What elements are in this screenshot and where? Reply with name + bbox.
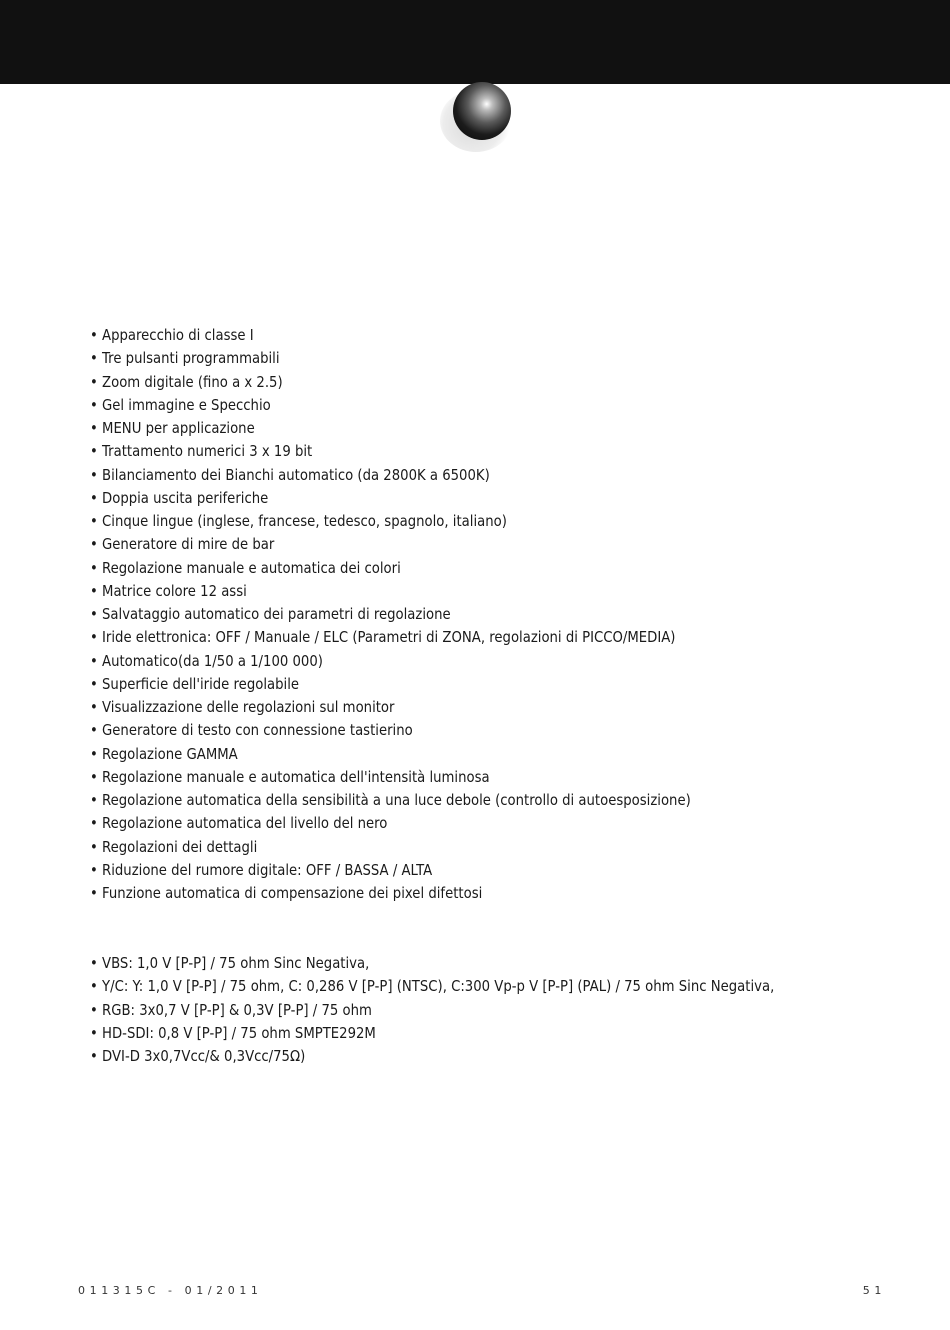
decorative-orb-icon bbox=[453, 82, 511, 140]
footer-page-number: 51 bbox=[862, 1284, 886, 1297]
feature-item: • Gel immagine e Specchio bbox=[90, 394, 691, 417]
output-item: • VBS: 1,0 V [P-P] / 75 ohm Sinc Negativa, bbox=[90, 952, 774, 975]
feature-item: • Tre pulsanti programmabili bbox=[90, 347, 691, 370]
feature-item: • Salvataggio automatico dei parametri di regolazione bbox=[90, 603, 691, 626]
feature-item: • Superficie dell'iride regolabile bbox=[90, 673, 691, 696]
outputs-list bbox=[90, 952, 774, 1068]
feature-item: • Iride elettronica: OFF / Manuale / ELC (Parametri di ZONA, regolazioni di PICCO/MEDIA) bbox=[90, 626, 691, 649]
feature-item: • MENU per applicazione bbox=[90, 417, 691, 440]
feature-item: • Generatore di mire de bar bbox=[90, 533, 691, 556]
output-item: • HD-SDI: 0,8 V [P-P] / 75 ohm SMPTE292M bbox=[90, 1022, 774, 1045]
feature-item: • Trattamento numerici 3 x 19 bit bbox=[90, 440, 691, 463]
feature-item: • Regolazione automatica della sensibilità a una luce debole (controllo di autoesposizione) bbox=[90, 789, 691, 812]
feature-item: • Generatore di testo con connessione tastierino bbox=[90, 719, 691, 742]
feature-item: • Regolazione manuale e automatica dell'intensità luminosa bbox=[90, 766, 691, 789]
feature-item: • Riduzione del rumore digitale: OFF / BASSA / ALTA bbox=[90, 859, 691, 882]
feature-item: • Matrice colore 12 assi bbox=[90, 580, 691, 603]
output-item: • RGB: 3x0,7 V [P-P] & 0,3V [P-P] / 75 ohm bbox=[90, 999, 774, 1022]
feature-item: • Doppia uscita periferiche bbox=[90, 487, 691, 510]
feature-item: • Apparecchio di classe I bbox=[90, 324, 691, 347]
feature-item: • Visualizzazione delle regolazioni sul monitor bbox=[90, 696, 691, 719]
feature-item: • Regolazione automatica del livello del nero bbox=[90, 812, 691, 835]
feature-item: • Regolazione GAMMA bbox=[90, 743, 691, 766]
feature-item: • Regolazioni dei dettagli bbox=[90, 836, 691, 859]
feature-item: • Zoom digitale (fino a x 2.5) bbox=[90, 371, 691, 394]
footer-doc-code: 011315C - 01/2011 bbox=[78, 1284, 263, 1297]
feature-item: • Funzione automatica di compensazione dei pixel difettosi bbox=[90, 882, 691, 905]
output-item: • Y/C: Y: 1,0 V [P-P] / 75 ohm, C: 0,286 V [P-P] (NTSC), C:300 Vp-p V [P-P] (PAL) / 75 ohm Sinc Negativa, bbox=[90, 975, 774, 998]
output-item: • DVI-D 3x0,7Vcc/& 0,3Vcc/75Ω) bbox=[90, 1045, 774, 1068]
header-bar bbox=[0, 0, 950, 84]
feature-item: • Automatico(da 1/50 a 1/100 000) bbox=[90, 650, 691, 673]
feature-item: • Bilanciamento dei Bianchi automatico (da 2800K a 6500K) bbox=[90, 464, 691, 487]
feature-item: • Regolazione manuale e automatica dei colori bbox=[90, 557, 691, 580]
features-list bbox=[90, 324, 691, 905]
feature-item: • Cinque lingue (inglese, francese, tedesco, spagnolo, italiano) bbox=[90, 510, 691, 533]
